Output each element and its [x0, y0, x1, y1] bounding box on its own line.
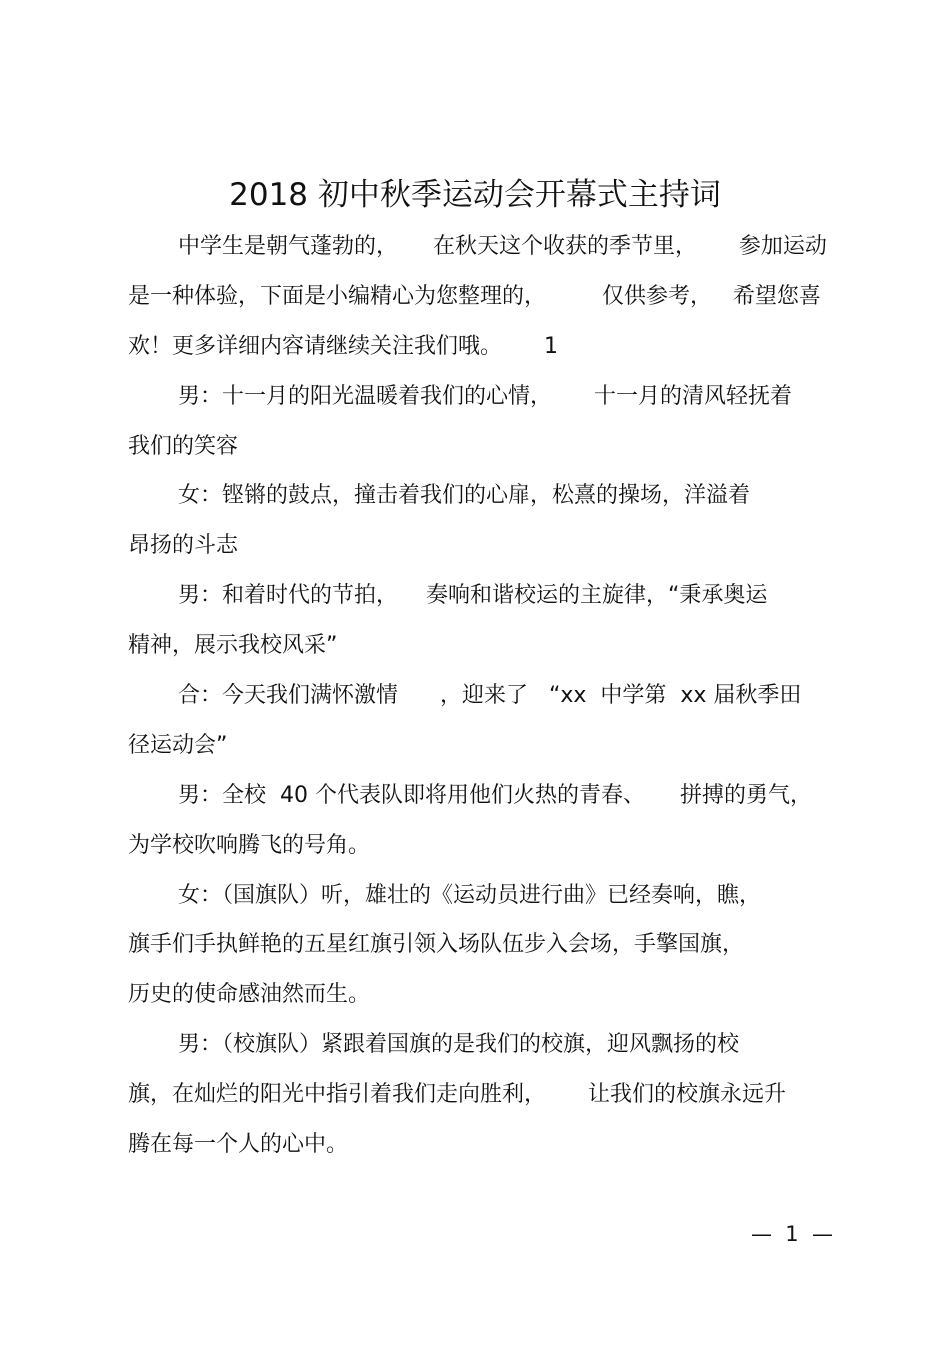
text-line: 腾在每一个人的心中。 — [128, 1132, 349, 1158]
document-body — [128, 222, 828, 1170]
text-line: 旗手们手执鲜艳的五星红旗引领入场队伍步入会场，手擎国旗， — [128, 932, 745, 958]
text-line: 女：（国旗队）听，雄壮的《运动员进行曲》已经奏响，瞧， — [178, 882, 762, 908]
text-line: 精神，展示我校风采” — [128, 633, 338, 659]
text-line: 我们的笑容 — [128, 433, 239, 459]
document-title: 2018 初中秋季运动会开幕式主持词 — [229, 177, 721, 213]
text-line: 男：十一月的阳光温暖着我们的心情， 十一月的清风轻抚着 — [178, 383, 792, 409]
page-number: — 1 — — [750, 1222, 833, 1246]
text-line: 男：全校 40 个代表队即将用他们火热的青春、 拼搏的勇气， — [178, 782, 812, 808]
text-line: 合：今天我们满怀激情 ，迎来了 “xx 中学第 xx 届秋季田 — [178, 683, 802, 709]
text-line: 男：和着时代的节拍， 奏响和谐校运的主旋律，“秉承奥运 — [178, 583, 768, 609]
text-line: 昂扬的斗志 — [128, 533, 239, 559]
text-line: 历史的使命感油然而生。 — [128, 982, 371, 1008]
text-line: 男：（校旗队）紧跟着国旗的是我们的校旗，迎风飘扬的校 — [178, 1032, 740, 1058]
text-line: 旗，在灿烂的阳光中指引着我们走向胜利， 让我们的校旗永远升 — [128, 1082, 786, 1108]
text-line: 为学校吹响腾飞的号角。 — [128, 832, 371, 858]
text-line: 是一种体验，下面是小编精心为您整理的， 仅供参考， 希望您喜 — [128, 283, 821, 309]
text-line: 中学生是朝气蓬勃的， 在秋天这个收获的季节里， 参加运动 — [178, 234, 827, 259]
text-line: 径运动会” — [128, 732, 228, 758]
text-line: 欢！更多详细内容请继续关注我们哦。 1 — [128, 333, 558, 359]
text-line: 女：铿锵的鼓点，撞击着我们的心扉，松熹的操场，洋溢着 — [178, 483, 751, 509]
